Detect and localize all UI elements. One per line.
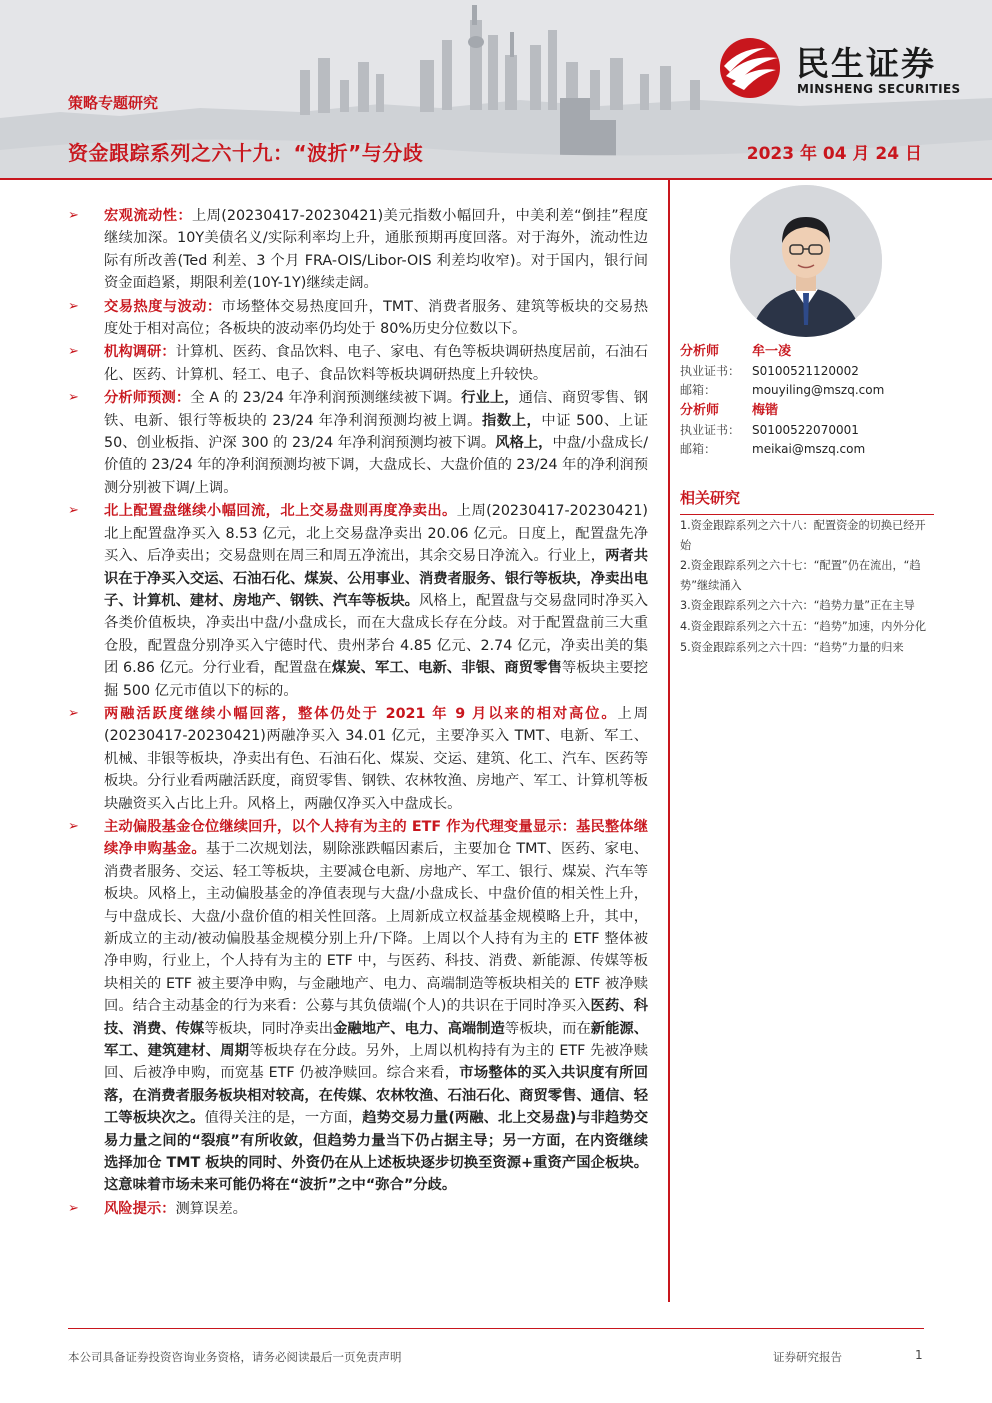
bullet-text: 等板块，同时净卖出 xyxy=(204,1020,334,1037)
bullet-arrow-icon: ➢ xyxy=(68,298,79,314)
bullet-bold-text: 行业上， xyxy=(461,390,519,407)
analyst-photo xyxy=(730,185,882,337)
footer-divider xyxy=(68,1328,924,1329)
bullet-heading: 风险提示： xyxy=(104,1200,176,1217)
column-divider xyxy=(668,180,670,1302)
bullet-text: 中盘/小盘成长/价值的 23/24 年的净利润预测均被下调，大盘成长、大盘价值的 23/24 年的净利润预测分别被下调/上调。 xyxy=(104,435,649,496)
bullet-text: 市场整体交易热度回升，TMT、消费者服务、建筑等板块的交易热度处于相对高位；各板块的波动率仍均处于 80%历史分位数以下。 xyxy=(104,298,648,338)
bullet-arrow-icon: ➢ xyxy=(68,1200,79,1216)
footer-report-type: 证券研究报告 xyxy=(773,1350,842,1364)
bullet-arrow-icon: ➢ xyxy=(68,390,79,406)
bullet-text: 通信、商贸零售、钢铁、电新、银行等板块的 23/24 年净利润预测均被上调。 xyxy=(104,390,649,429)
bullet-bold-text: 趋势交易力量(两融、北上交易盘)与非趋势交易力量之间的“裂痕”有所收敛，但趋势力量当下仍占据主导；另一方面，在内资继续选择加仓 TMT 板块的同时、外资仍在从上述板块逐步切换至资源+重资产国企板块。这意味着市场未来可能仍将在“波折”之中“弥合”分歧。 xyxy=(104,1110,648,1194)
bullet-bold-text: 医药、科技、消费、传媒 xyxy=(104,998,649,1037)
bullet-bold-text: 金融地产、电力、高端制造 xyxy=(333,1020,505,1037)
cert-label: 执业证书： xyxy=(680,422,741,437)
bullet-bold-text: 新能源、军工、建筑建材、周期 xyxy=(104,1020,649,1060)
cert-label: 执业证书： xyxy=(680,363,741,378)
analyst-card-1 xyxy=(680,342,940,401)
bullet-bold-text: 指数上， xyxy=(482,412,542,429)
page-number: 1 xyxy=(915,1348,923,1362)
analyst-email-link[interactable]: mouyiling@mszq.com xyxy=(752,383,885,397)
bullet-arrow-icon: ➢ xyxy=(68,818,79,834)
report-date: 2023 年 04 月 24 日 xyxy=(746,144,922,164)
summary-body xyxy=(68,205,648,1221)
logo-chinese-text: 民生证券 xyxy=(796,44,936,83)
bullet-text: 等板块，而在 xyxy=(504,1020,591,1037)
bullet-margin-trading xyxy=(68,703,648,815)
bullet-heading: 分析师预测： xyxy=(104,390,191,407)
related-research-link[interactable]: 3.资金跟踪系列之六十六：“趋势力量”正在主导 xyxy=(680,599,915,613)
bullet-heading: 北上配置盘继续小幅回流，北上交易盘则再度净卖出。 xyxy=(104,503,457,520)
bullet-arrow-icon: ➢ xyxy=(68,503,79,519)
bullet-text: 等板块存在分歧。另外，上周以机构持有为主的 ETF 先被净赎回、后被净申购，而宽基 ETF 仍被净赎回。综合来看， xyxy=(104,1043,649,1082)
footer-disclaimer: 本公司具备证券投资咨询业务资格，请务必阅读最后一页免责声明 xyxy=(68,1350,402,1364)
bullet-bold-text: 煤炭、军工、电新、非银、商贸零售 xyxy=(331,660,562,677)
related-research-link[interactable]: 2.资金跟踪系列之六十七：“配置”仍在流出，“趋势”继续涌入 xyxy=(680,559,921,592)
bullet-text: 测算误差。 xyxy=(175,1200,247,1217)
related-research-list xyxy=(680,516,934,658)
header-banner xyxy=(0,0,992,180)
analyst-role-label: 分析师 xyxy=(680,403,720,418)
bullet-text: 上周(20230417-20230421)两融净买入 34.01 亿元，主要净买入 TMT、电新、军工、机械、非银等板块，净卖出有色、石油石化、煤炭、交运、建筑、化工、汽车、医药等板块。分行业看两融活跃度，商贸零售、钢铁、农林牧渔、房地产、军工、计算机等板块融资买入占比上升。风格上，两融仅净买入中盘成长。 xyxy=(104,705,648,812)
bullet-institution-research xyxy=(68,341,648,386)
analyst-name: 牟一凌 xyxy=(752,344,792,359)
bullet-heading: 宏观流动性： xyxy=(104,208,192,224)
bullet-macro-liquidity xyxy=(68,205,648,295)
bullet-heading: 主动偏股基金仓位继续回升，以个人持有为主的 ETF 作为代理变量显示：基民整体继续净申购基金。 xyxy=(104,818,648,858)
cert-number: S0100521120002 xyxy=(752,363,859,378)
related-research-link[interactable]: 4.资金跟踪系列之六十五：“趋势”加速，内外分化 xyxy=(680,619,927,633)
analyst-role-label: 分析师 xyxy=(680,344,720,359)
analyst-email-link[interactable]: meikai@mszq.com xyxy=(752,442,866,456)
bullet-text: 全 A 的 23/24 年净利润预测继续被下调。 xyxy=(190,390,462,407)
bullet-text: 值得关注的是，一方面， xyxy=(204,1110,363,1127)
bullet-bold-text: 风格上， xyxy=(495,435,553,452)
minsheng-emblem-icon xyxy=(716,36,788,100)
bullet-trading-heat xyxy=(68,296,648,341)
report-category: 策略专题研究 xyxy=(68,94,159,112)
bullet-text: 上周(20230417-20230421)北上配置盘净买入 8.53 亿元，北上交易盘净卖出 20.06 亿元。日度上，配置盘先净买入、后净卖出；交易盘则在周三和周五净流出，其余交易日净流入。行业上， xyxy=(104,503,648,565)
bullet-text: 计算机、医药、食品饮料、电子、家电、有色等板块调研热度居前，石油石化、医药、计算机、轻工、电子、食品饮料等板块调研热度上升较快。 xyxy=(104,344,649,383)
bullet-text: 基于二次规划法，剔除涨跌幅因素后，主要加仓 TMT、医药、家电、消费者服务、交运、轻工等板块，主要减仓电新、房地产、军工、银行、煤炭、汽车等板块。风格上，主动偏股基金的净值表现与大盘/小盘成长、中盘价值的相关性上升，与中盘成长、大盘/小盘价值的相关性回落。上周新成立权益基金规模略上升，其中，新成立的主动/被动偏股基金规模分别上升/下降。上周以个人持有为主的 ETF 整体被净申购，行业上，个人持有为主的 ETF 中，与医药、科技、消费、新能源、传媒等板块相关的 ETF 被主要净申购，与金融地产、电力、高端制造等板块相关的 ETF 被净赎回。结合主动基金的行为来看：公募与其负债端(个人)的共识在于同时净买入 xyxy=(104,841,649,1015)
bullet-analyst-forecast xyxy=(68,387,648,499)
analyst-name: 梅锴 xyxy=(752,403,779,418)
logo-english-text: MINSHENG SECURITIES xyxy=(797,82,961,96)
bullet-northbound xyxy=(68,500,648,702)
email-label: 邮箱： xyxy=(680,442,717,456)
related-research-link[interactable]: 5.资金跟踪系列之六十四：“趋势”力量的归来 xyxy=(680,640,904,654)
email-label: 邮箱： xyxy=(680,383,717,397)
bullet-text: 等板块主要挖掘 500 亿元市值以下的标的。 xyxy=(104,660,649,699)
related-research-heading: 相关研究 xyxy=(680,487,934,515)
bullet-arrow-icon: ➢ xyxy=(68,344,79,360)
minsheng-logo xyxy=(716,36,966,100)
analyst-card-2 xyxy=(680,401,940,460)
related-research-link[interactable]: 1.资金跟踪系列之六十八：配置资金的切换已经开始 xyxy=(680,519,926,552)
bullet-text: 中证 500、上证 50、创业板指、沪深 300 的 23/24 年净利润预测均被下调。 xyxy=(104,412,648,452)
analyst-portrait-image xyxy=(730,185,882,337)
bullet-risk xyxy=(68,1198,648,1220)
bullet-arrow-icon: ➢ xyxy=(68,208,79,223)
bullet-heading: 机构调研： xyxy=(104,344,176,361)
report-title: 资金跟踪系列之六十九：“波折”与分歧 xyxy=(68,141,424,165)
bullet-heading: 两融活跃度继续小幅回落，整体仍处于 2021 年 9 月以来的相对高位。 xyxy=(104,705,618,722)
bullet-text: 上周(20230417-20230421)美元指数小幅回升，中美利差“倒挂”程度继续加深。10Y美债名义/实际利率均上升，通胀预期再度回落。对于海外，流动性边际有所改善(Ted 利差、3 个月 FRA-OIS/Libor-OIS 利差均收窄)。对于国内，银行间资金面趋紧，期限利差(10Y-1Y)继续走阔。 xyxy=(104,208,648,292)
bullet-heading: 交易热度与波动： xyxy=(104,298,222,315)
bullet-bold-text: 市场整体的买入共识度有所回落，在消费者服务板块相对较高，在传媒、农林牧渔、石油石化、商贸零售、通信、轻工等板块次之。 xyxy=(104,1065,648,1127)
bullet-bold-text: 两者共识在于净买入交运、石油石化、煤炭、公用事业、消费者服务、银行等板块，净卖出电子、计算机、建材、房地产、钢铁、汽车等板块。 xyxy=(104,548,649,609)
bullet-active-funds xyxy=(68,816,648,1197)
bullet-text: 风格上，配置盘与交易盘同时净买入各类价值板块，净卖出中盘/小盘成长，而在大盘成长存在分歧。对于配置盘前三大重仓股，配置盘分别净买入宁德时代、贵州茅台 4.85 亿元、2.74 亿元，净卖出美的集团 6.86 亿元。分行业看，配置盘在 xyxy=(104,592,649,677)
cert-number: S0100522070001 xyxy=(752,422,859,437)
bullet-arrow-icon: ➢ xyxy=(68,705,79,721)
